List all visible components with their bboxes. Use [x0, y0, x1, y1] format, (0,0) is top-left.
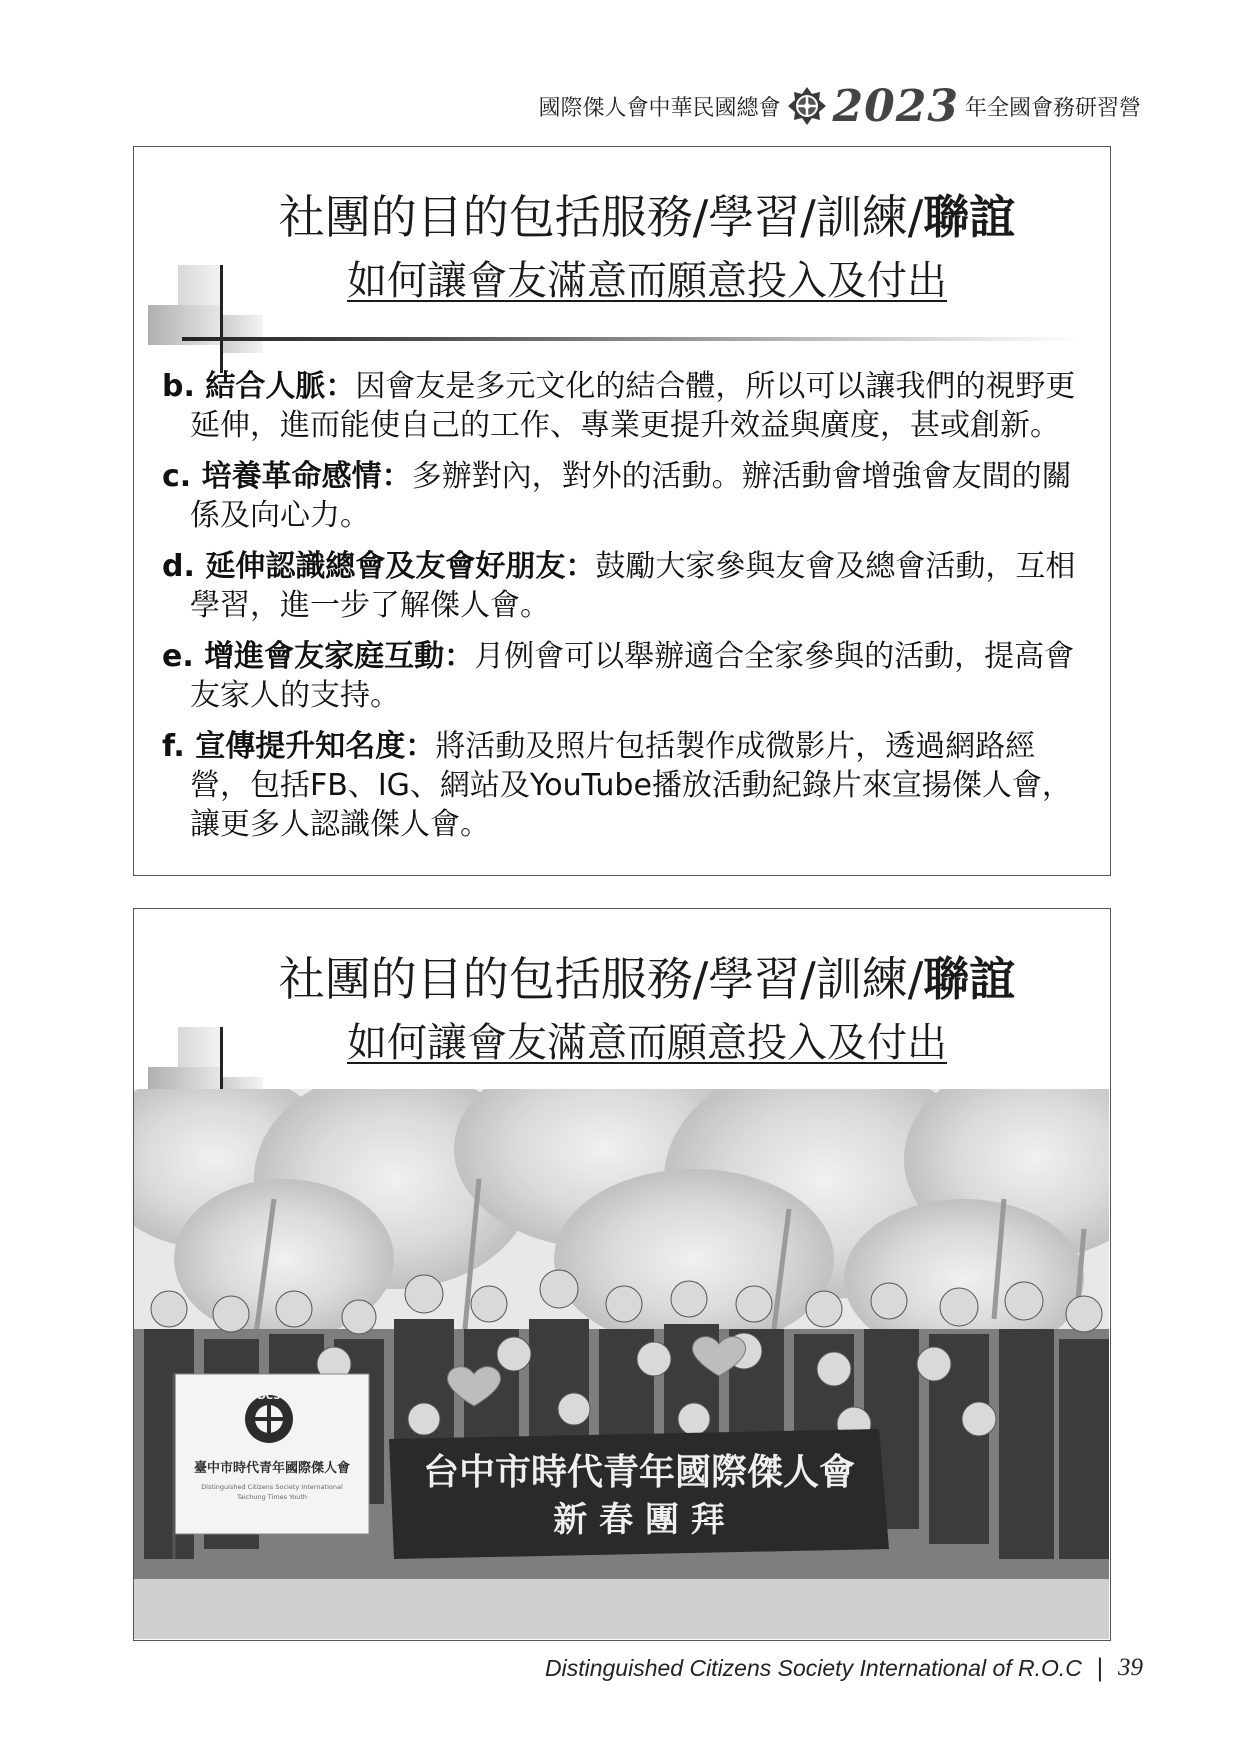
- slide-group-photo: [133, 908, 1111, 1641]
- flag-name: 臺中市時代青年國際傑人會: [193, 1461, 351, 1476]
- list-item: d. 延伸認識總會及友會好朋友：鼓勵大家參與友會及總會活動，互相學習，進一步了解傑人會。: [162, 549, 1076, 623]
- page-footer: [545, 1654, 1143, 1682]
- slide-title: [134, 943, 1110, 1009]
- banner-line1: 台中市時代青年國際傑人會: [422, 1452, 856, 1493]
- slide-title-regular: 社團的目的包括服務/學習/訓練/: [278, 190, 924, 244]
- page-number: 39: [1118, 1654, 1143, 1681]
- list-item: e. 增進會友家庭互動：月例會可以舉辦適合全家參與的活動，提高會友家人的支持。: [162, 639, 1075, 713]
- group-photo: [134, 1089, 1109, 1639]
- new-year-banner: [389, 1429, 889, 1559]
- slide-subtitle: 如何讓會友滿意而願意投入及付出: [347, 258, 947, 304]
- bullet-list: [162, 367, 1092, 856]
- banner-line2: 新 春 團 拜: [553, 1500, 725, 1540]
- slide-title-bold: 聯誼: [923, 952, 1016, 1006]
- footer-separator: |: [1095, 1654, 1104, 1682]
- flag-english-line2: Taichung Times Youth: [236, 1493, 308, 1501]
- dcs-logo-icon: [787, 86, 827, 126]
- list-item: f. 宣傳提升知名度：將活動及照片包括製作成微影片，透過網路經營，包括FB、IG、網站及YouTube播放活動紀錄片來宣揚傑人會，讓更多人認識傑人會。: [162, 729, 1072, 842]
- header-org-name: 國際傑人會中華民國總會: [538, 95, 781, 121]
- slide-title-bold: 聯誼: [923, 190, 1016, 244]
- slide-title: [134, 181, 1110, 247]
- list-item: c. 培養革命感情：多辦對內，對外的活動。辦活動會增強會友間的關係及向心力。: [162, 459, 1072, 533]
- group-photo-image: [134, 1089, 1109, 1639]
- slide-engagement-methods: [133, 146, 1111, 876]
- footer-org-name: Distinguished Citizens Society International of R.O.C: [544, 1654, 1082, 1681]
- header-year: 2023: [832, 80, 959, 132]
- slide-title-regular: 社團的目的包括服務/學習/訓練/: [278, 952, 924, 1006]
- flag-logo-text: DCS: [257, 1391, 281, 1402]
- flag-english: Distinguished Citizens Society International: [201, 1483, 343, 1491]
- club-flag: [174, 1374, 369, 1559]
- list-item: b. 結合人脈：因會友是多元文化的結合體，所以可以讓我們的視野更延伸，進而能使自己的工作、專業更提升效益與廣度，甚或創新。: [162, 369, 1076, 443]
- slide-subtitle: 如何讓會友滿意而願意投入及付出: [347, 1020, 947, 1066]
- header-event-name: 年全國會務研習營: [964, 95, 1141, 121]
- slide-divider: [182, 337, 1082, 341]
- page-header: [539, 76, 1142, 136]
